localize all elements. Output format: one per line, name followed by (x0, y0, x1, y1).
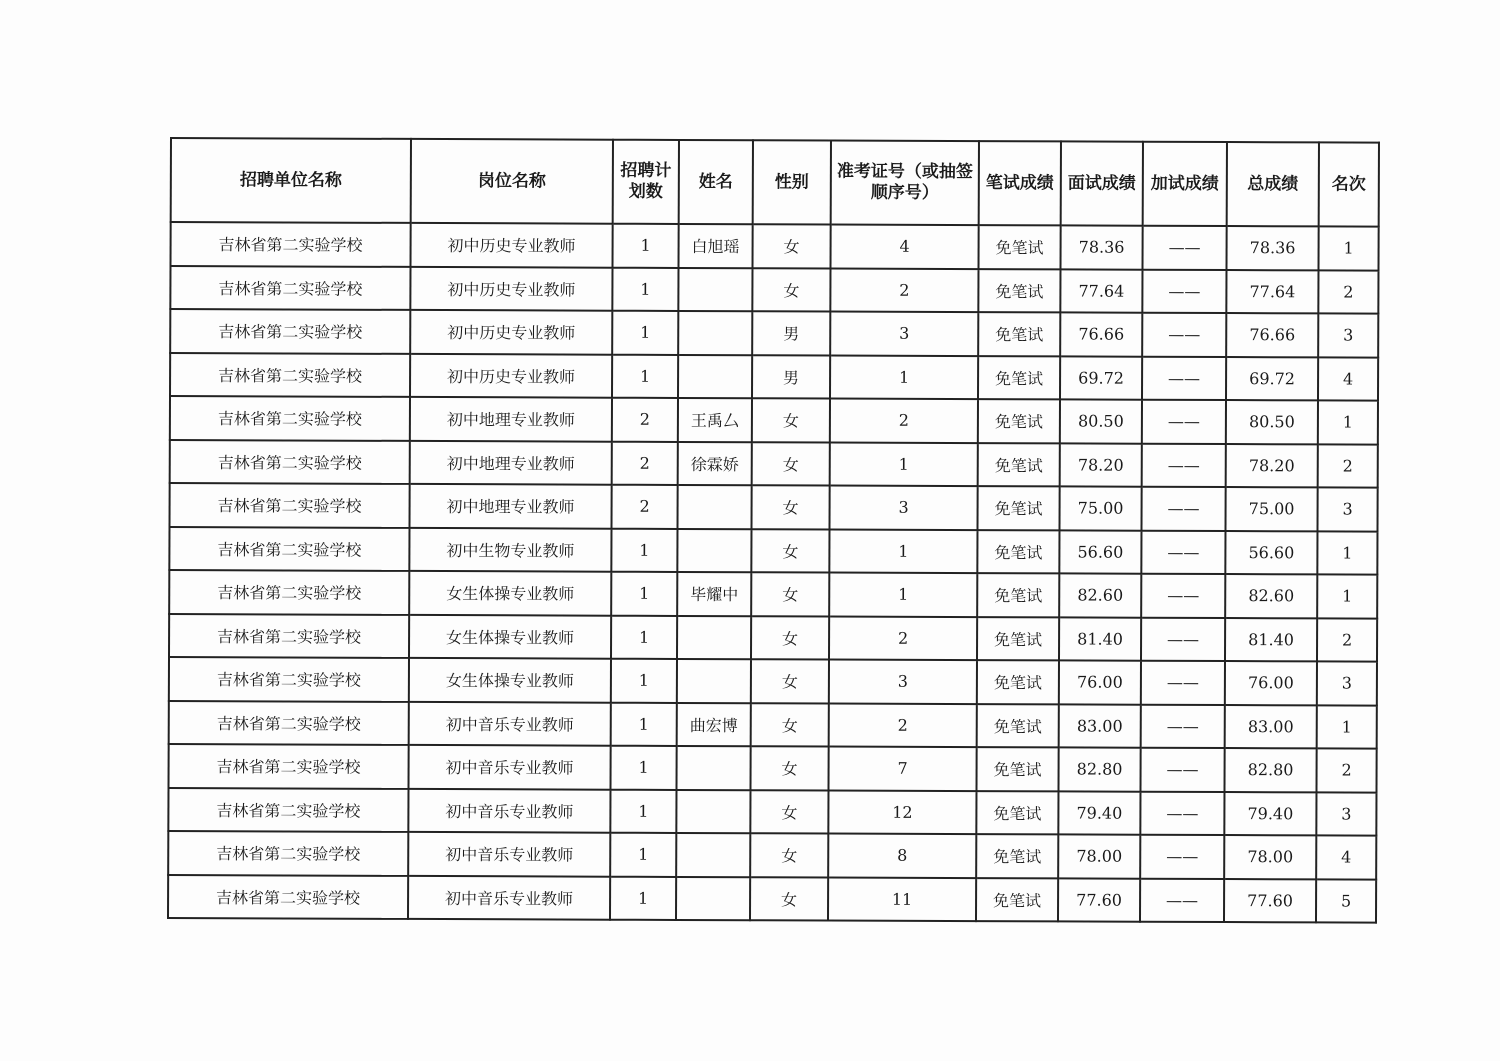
cell-bonus: —— (1140, 791, 1224, 835)
cell-interview: 56.60 (1059, 530, 1141, 574)
cell-total: 82.80 (1224, 748, 1316, 792)
cell-gender: 女 (750, 833, 828, 877)
cell-bonus: —— (1142, 356, 1226, 400)
cell-gender: 女 (751, 616, 829, 660)
cell-name (677, 659, 751, 703)
cell-name (678, 267, 752, 311)
cell-plan: 1 (611, 659, 677, 703)
table-row (169, 570, 1377, 618)
cell-written: 免笔试 (978, 312, 1060, 356)
cell-exam-no: 2 (829, 616, 977, 660)
table-row (170, 440, 1378, 488)
table-row (168, 787, 1376, 835)
header-total: 总成绩 (1227, 142, 1319, 226)
cell-plan: 1 (610, 833, 676, 877)
table-row (170, 353, 1378, 401)
cell-plan: 1 (610, 789, 676, 833)
cell-name (677, 528, 751, 572)
cell-position: 初中历史专业教师 (411, 223, 613, 267)
cell-name: 毕耀中 (677, 572, 751, 616)
cell-interview: 76.66 (1060, 312, 1142, 356)
cell-position: 女生体操专业教师 (409, 658, 611, 702)
cell-name (678, 485, 752, 529)
cell-total: 77.64 (1226, 270, 1318, 314)
cell-bonus: —— (1142, 400, 1226, 444)
cell-gender: 女 (750, 877, 828, 921)
cell-name (678, 354, 752, 398)
cell-exam-no: 3 (829, 486, 977, 530)
cell-bonus: —— (1142, 313, 1226, 357)
cell-interview: 80.50 (1060, 399, 1142, 443)
cell-gender: 男 (752, 355, 830, 399)
cell-exam-no: 1 (829, 529, 977, 573)
cell-position: 初中生物专业教师 (409, 527, 611, 571)
cell-interview: 81.40 (1059, 617, 1141, 661)
cell-unit: 吉林省第二实验学校 (169, 657, 409, 701)
cell-interview: 79.40 (1058, 791, 1140, 835)
cell-exam-no: 1 (830, 355, 978, 399)
cell-plan: 1 (610, 876, 676, 920)
cell-total: 79.40 (1224, 792, 1316, 836)
cell-total: 80.50 (1226, 400, 1318, 444)
header-row (171, 138, 1379, 227)
cell-exam-no: 2 (829, 703, 977, 747)
cell-position: 初中音乐专业教师 (409, 745, 611, 789)
header-written: 笔试成绩 (979, 141, 1061, 225)
cell-name (676, 876, 750, 920)
cell-plan: 2 (612, 398, 678, 442)
cell-unit: 吉林省第二实验学校 (168, 787, 408, 831)
cell-written: 免笔试 (977, 617, 1059, 661)
cell-name (676, 789, 750, 833)
cell-position: 初中音乐专业教师 (408, 788, 610, 832)
cell-written: 免笔试 (976, 878, 1058, 922)
cell-exam-no: 8 (828, 834, 976, 878)
cell-name (677, 615, 751, 659)
cell-total: 56.60 (1225, 531, 1317, 575)
cell-exam-no: 1 (829, 573, 977, 617)
cell-interview: 69.72 (1060, 356, 1142, 400)
header-plan: 招聘计划数 (613, 140, 679, 224)
table-row (170, 266, 1378, 314)
table-row (168, 874, 1376, 922)
cell-interview: 82.60 (1059, 573, 1141, 617)
cell-exam-no: 7 (828, 747, 976, 791)
cell-rank: 3 (1317, 661, 1377, 705)
cell-position: 女生体操专业教师 (409, 571, 611, 615)
cell-plan: 1 (611, 615, 677, 659)
cell-rank: 2 (1318, 270, 1378, 314)
cell-name: 白旭瑶 (679, 224, 753, 268)
header-name: 姓名 (679, 140, 753, 224)
cell-written: 免笔试 (976, 834, 1058, 878)
cell-plan: 2 (612, 485, 678, 529)
cell-rank: 3 (1318, 313, 1378, 357)
cell-plan: 1 (611, 702, 677, 746)
cell-written: 免笔试 (977, 704, 1059, 748)
cell-rank: 1 (1317, 705, 1377, 749)
table-row (169, 527, 1377, 575)
cell-rank: 2 (1317, 618, 1377, 662)
table-row (169, 744, 1377, 792)
cell-bonus: —— (1142, 226, 1226, 270)
cell-bonus: —— (1141, 661, 1225, 705)
cell-interview: 78.20 (1060, 443, 1142, 487)
cell-written: 免笔试 (977, 530, 1059, 574)
cell-unit: 吉林省第二实验学校 (169, 614, 409, 658)
cell-rank: 2 (1318, 444, 1378, 488)
cell-unit: 吉林省第二实验学校 (170, 353, 410, 397)
cell-unit: 吉林省第二实验学校 (170, 309, 410, 353)
cell-plan: 1 (611, 572, 677, 616)
cell-position: 女生体操专业教师 (409, 614, 611, 658)
table-row (170, 309, 1378, 357)
table-row (168, 831, 1376, 879)
header-gender: 性别 (753, 140, 831, 224)
table-body (168, 222, 1379, 923)
cell-position: 初中历史专业教师 (410, 310, 612, 354)
cell-plan: 1 (612, 267, 678, 311)
cell-bonus: —— (1141, 574, 1225, 618)
cell-gender: 女 (751, 659, 829, 703)
cell-plan: 1 (612, 354, 678, 398)
cell-total: 78.00 (1224, 835, 1316, 879)
cell-name (676, 833, 750, 877)
cell-interview: 82.80 (1058, 747, 1140, 791)
cell-plan: 1 (610, 746, 676, 790)
cell-bonus: —— (1141, 487, 1225, 531)
cell-gender: 女 (752, 442, 830, 486)
cell-bonus: —— (1140, 835, 1224, 879)
cell-exam-no: 1 (830, 442, 978, 486)
cell-unit: 吉林省第二实验学校 (171, 222, 411, 266)
cell-rank: 2 (1316, 748, 1376, 792)
cell-gender: 男 (752, 311, 830, 355)
cell-plan: 2 (612, 441, 678, 485)
cell-rank: 1 (1318, 400, 1378, 444)
cell-gender: 女 (752, 398, 830, 442)
cell-written: 免笔试 (976, 747, 1058, 791)
cell-exam-no: 3 (829, 660, 977, 704)
cell-rank: 4 (1318, 357, 1378, 401)
cell-total: 78.36 (1226, 226, 1318, 270)
results-table (167, 137, 1380, 924)
cell-written: 免笔试 (976, 791, 1058, 835)
table-row (169, 614, 1377, 662)
cell-bonus: —— (1141, 617, 1225, 661)
header-interview: 面试成绩 (1061, 141, 1143, 225)
cell-gender: 女 (750, 746, 828, 790)
cell-gender: 女 (751, 703, 829, 747)
header-exam-no: 准考证号（或抽签顺序号） (831, 141, 979, 226)
cell-position: 初中历史专业教师 (410, 266, 612, 310)
table-row (169, 657, 1377, 705)
cell-total: 75.00 (1225, 487, 1317, 531)
cell-rank: 3 (1317, 487, 1377, 531)
cell-total: 76.66 (1226, 313, 1318, 357)
cell-total: 76.00 (1225, 661, 1317, 705)
cell-interview: 76.00 (1059, 660, 1141, 704)
cell-total: 78.20 (1226, 444, 1318, 488)
cell-bonus: —— (1140, 878, 1224, 922)
cell-name (678, 311, 752, 355)
cell-interview: 83.00 (1059, 704, 1141, 748)
cell-unit: 吉林省第二实验学校 (170, 266, 410, 310)
cell-rank: 1 (1317, 574, 1377, 618)
cell-position: 初中地理专业教师 (410, 440, 612, 484)
header-bonus: 加试成绩 (1143, 142, 1227, 226)
cell-unit: 吉林省第二实验学校 (170, 483, 410, 527)
cell-total: 69.72 (1226, 357, 1318, 401)
cell-plan: 1 (612, 311, 678, 355)
cell-position: 初中音乐专业教师 (409, 701, 611, 745)
cell-gender: 女 (752, 485, 830, 529)
cell-total: 82.60 (1225, 574, 1317, 618)
cell-total: 81.40 (1225, 618, 1317, 662)
cell-unit: 吉林省第二实验学校 (168, 831, 408, 875)
cell-total: 83.00 (1225, 705, 1317, 749)
cell-position: 初中音乐专业教师 (408, 875, 610, 919)
cell-exam-no: 2 (830, 399, 978, 443)
table-row (169, 700, 1377, 748)
cell-unit: 吉林省第二实验学校 (169, 527, 409, 571)
cell-bonus: —— (1140, 748, 1224, 792)
cell-name: 徐霖娇 (678, 441, 752, 485)
cell-gender: 女 (750, 790, 828, 834)
cell-name: 王禹厶 (678, 398, 752, 442)
table-row (171, 222, 1379, 270)
cell-exam-no: 3 (830, 312, 978, 356)
cell-written: 免笔试 (978, 269, 1060, 313)
cell-gender: 女 (753, 224, 831, 268)
cell-bonus: —— (1142, 269, 1226, 313)
cell-gender: 女 (751, 572, 829, 616)
cell-interview: 78.00 (1058, 834, 1140, 878)
cell-name (676, 746, 750, 790)
cell-rank: 5 (1316, 879, 1376, 923)
cell-position: 初中地理专业教师 (410, 484, 612, 528)
header-position: 岗位名称 (411, 139, 613, 224)
cell-interview: 77.60 (1058, 878, 1140, 922)
cell-gender: 女 (751, 529, 829, 573)
cell-written: 免笔试 (978, 443, 1060, 487)
cell-rank: 4 (1316, 835, 1376, 879)
cell-written: 免笔试 (977, 660, 1059, 704)
cell-unit: 吉林省第二实验学校 (168, 874, 408, 918)
table-row (170, 396, 1378, 444)
cell-written: 免笔试 (977, 486, 1059, 530)
cell-position: 初中音乐专业教师 (408, 832, 610, 876)
cell-written: 免笔试 (978, 356, 1060, 400)
cell-unit: 吉林省第二实验学校 (169, 744, 409, 788)
table-row (170, 483, 1378, 531)
cell-plan: 1 (613, 224, 679, 268)
cell-exam-no: 11 (828, 877, 976, 921)
cell-exam-no: 2 (830, 268, 978, 312)
cell-written: 免笔试 (977, 573, 1059, 617)
cell-interview: 75.00 (1059, 486, 1141, 530)
header-unit: 招聘单位名称 (171, 138, 411, 223)
cell-total: 77.60 (1224, 879, 1316, 923)
cell-unit: 吉林省第二实验学校 (170, 440, 410, 484)
cell-bonus: —— (1141, 530, 1225, 574)
cell-rank: 3 (1316, 792, 1376, 836)
cell-interview: 77.64 (1060, 269, 1142, 313)
cell-exam-no: 4 (831, 225, 979, 269)
cell-bonus: —— (1141, 704, 1225, 748)
cell-bonus: —— (1142, 443, 1226, 487)
cell-interview: 78.36 (1061, 225, 1143, 269)
cell-written: 免笔试 (979, 225, 1061, 269)
cell-unit: 吉林省第二实验学校 (169, 700, 409, 744)
cell-position: 初中地理专业教师 (410, 397, 612, 441)
cell-plan: 1 (611, 528, 677, 572)
cell-rank: 1 (1318, 226, 1378, 270)
cell-position: 初中历史专业教师 (410, 353, 612, 397)
cell-name: 曲宏博 (677, 702, 751, 746)
cell-gender: 女 (752, 268, 830, 312)
cell-exam-no: 12 (828, 790, 976, 834)
header-rank: 名次 (1319, 142, 1379, 226)
cell-unit: 吉林省第二实验学校 (170, 396, 410, 440)
cell-written: 免笔试 (978, 399, 1060, 443)
cell-rank: 1 (1317, 531, 1377, 575)
cell-unit: 吉林省第二实验学校 (169, 570, 409, 614)
